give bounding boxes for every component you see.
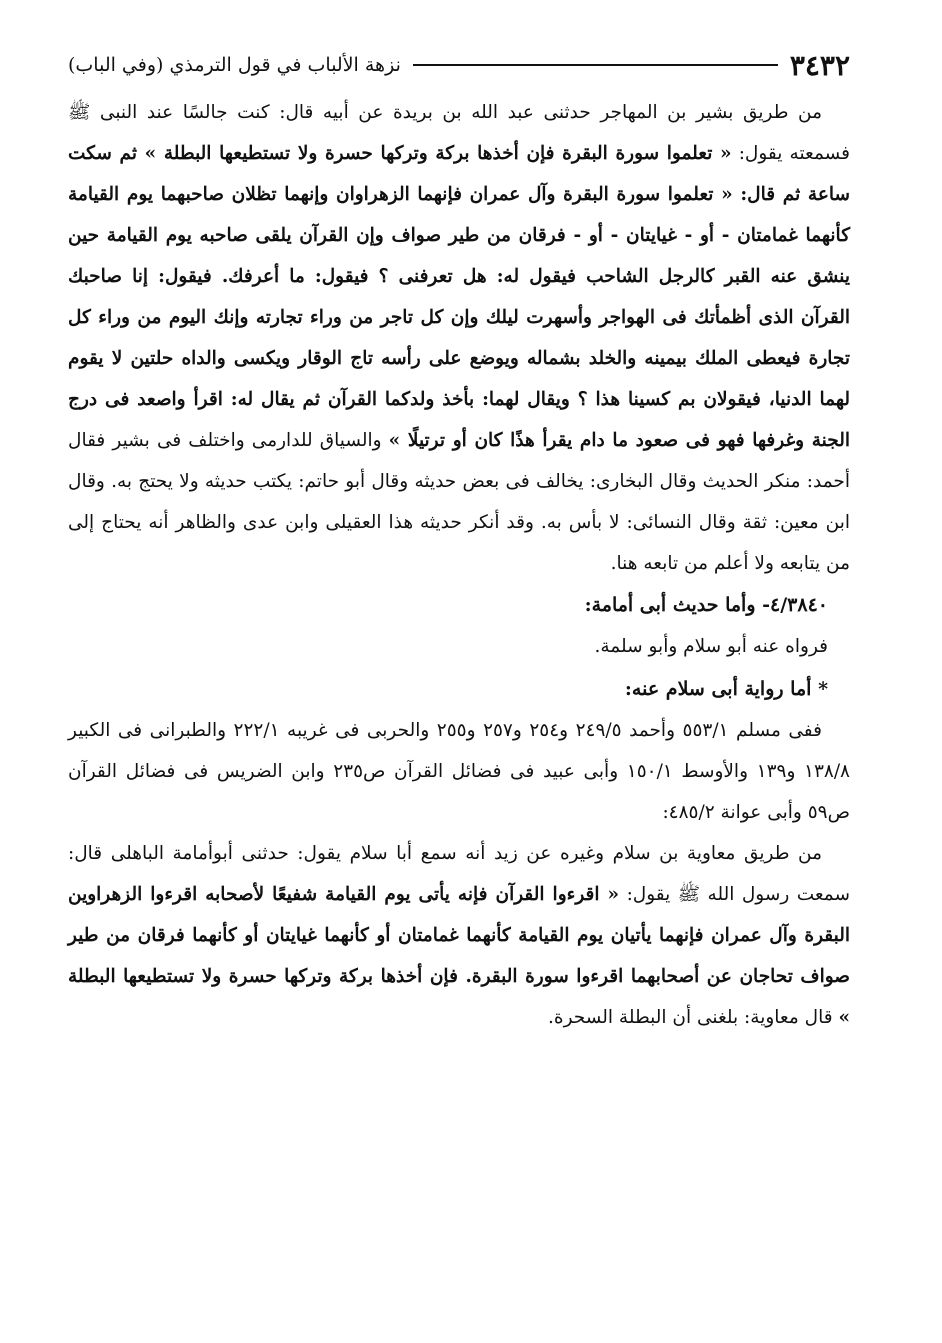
hadith-text: « تعلموا سورة البقرة فإن أخذها بركة وتركها حسرة ولا تستطيعها البطلة » ثم سكت ساعة ثم قال: « تعلموا سورة البقرة وآل عمران فإنهما الزهراوان وإنهما تظلان صاحبهما يوم القيامة كأنهما غمامتان - أو - غيايتان - أو - فرقان من طير صواف وإن القرآن يلقى صاحبه يوم القيامة حين ينشق عنه القبر كالرجل الشاحب فيقول له: هل تعرفنى ؟ فيقول: ما أعرفك. فيقول: إنا صاحبك القرآن الذى أظمأتك فى الهواجر وأسهرت ليلك وإن كل تاجر من وراء تجارته وإنك اليوم من وراء كل تجارة فيعطى الملك بيمينه والخلد بشماله ويوضع على رأسه تاج الوقار ويكسى والداه حلتين لا يقوم لهما الدنيا، فيقولان بم كسينا هذا ؟ ويقال لهما: بأخذ ولدكما القرآن ثم يقال له: اقرأ واصعد فى درج الجنة وغرفها فهو فى صعود ما دام يقرأ هذًا كان أو ترتيلًا » <box>68 143 850 451</box>
running-title: نزهة الألباب في قول الترمذي (وفي الباب) <box>68 54 401 76</box>
commentary-text: والسياق للدارمى واختلف فى بشير فقال أحمد: منكر الحديث وقال البخارى: يخالف فى بعض حديثه وقال أبو حاتم: يكتب حديثه ولا يحتج به. وقال ابن معين: ثقة وقال النسائى: لا بأس به. وقد أنكر حديثه هذا العقيلى وابن عدى والظاهر أنه يحتاج إلى من يتابعه ولا أعلم من تابعه هنا. <box>68 430 850 574</box>
header-rule <box>413 64 778 66</box>
paragraph-bishr-hadith <box>68 92 850 584</box>
commentary-text: قال معاوية: بلغنى أن البطلة السحرة. <box>548 1007 839 1028</box>
paragraph-muawiya-hadith <box>68 833 850 1038</box>
chain-text: من طريق بشير بن المهاجر حدثنى عبد الله بن بريدة عن أبيه قال: كنت جالسًا عند النبى ﷺ فسمعته يقول: <box>68 102 851 164</box>
page-header <box>68 48 850 82</box>
narrators-line: فرواه عنه أبو سلام وأبو سلمة. <box>594 636 828 657</box>
page-number: ٣٤٣٢ <box>789 48 850 82</box>
hadith-text: « اقرءوا القرآن فإنه يأتى يوم القيامة شفيعًا لأصحابه اقرءوا الزهراوين البقرة وآل عمران فإنهما يأتيان يوم القيامة كأنهما غمامتان أو كأنهما غيايتان أو كأنهما فرقان من طير صواف تحاجان عن أصحابهما اقرءوا سورة البقرة. فإن أخذها بركة وتركها حسرة ولا تستطيعها البطلة » <box>68 884 850 1028</box>
star-bullet: * <box>818 678 828 700</box>
subsection-heading-abu-salam <box>68 668 850 710</box>
page-body <box>68 92 850 1038</box>
paragraph-sources: ففى مسلم ٥٥٣/١ وأحمد ٢٤٩/٥ و٢٥٤ و٢٥٧ و٢٥٥ والحربى فى غريبه ٢٢٢/١ والطبرانى فى الكبير ١٣٨/٨ و١٣٩ والأوسط ١٥٠/١ وأبى عبيد فى فضائل القرآن ص٢٣٥ وابن الضريس فى فضائل القرآن ص٥٩ وأبى عوانة ٤٨٥/٢: <box>68 720 850 823</box>
section-heading-abu-umama: ٤/٣٨٤٠- وأما حديث أبى أمامة: <box>584 594 828 616</box>
subsection-heading-text: أما رواية أبى سلام عنه: <box>624 678 812 700</box>
chain-text: من طريق معاوية بن سلام وغيره عن زيد أنه سمع أبا سلام يقول: حدثنى أبوأمامة الباهلى قال: سمعت رسول الله ﷺ يقول: <box>68 843 851 905</box>
